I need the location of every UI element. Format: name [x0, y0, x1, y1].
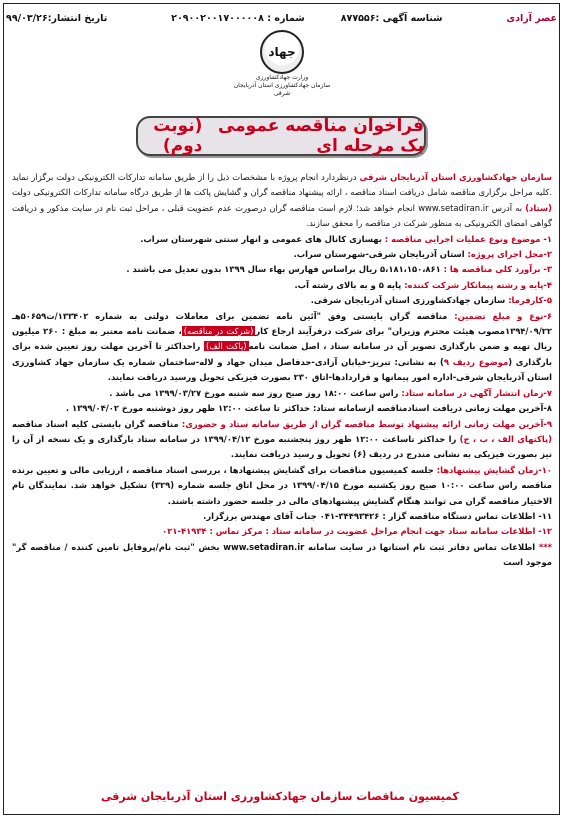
jahad-emblem-icon — [260, 30, 304, 74]
item-3-label: ۳- برآورد کلی مناقصه ها : — [443, 264, 552, 275]
item-10-text: جلسه کمیسیون مناقصات برای گشایش پیشنهادها ، بررسی اسناد مناقصه ، ارزیابی مالی و تعیین برنده مناقصه راس ساعت ۱۰:۰۰ صبح روز یکشنبه مورخ ۱۳۹۹/۰۴/۱۵ در محل اتاق جلسه شماره (۳۲۹) تشکیل خواهد شد. نمایندگان تام الاختیار مناقصه گران می توانند هنگام گشایش پیشنهادهای مالی در جلسه حضور داشته باشند. — [12, 464, 552, 506]
item-9-label: ۹-آخرین مهلت زمانی ارائه پیشنهاد توسط مناقصه گران از طریق سامانه ستاد و حضوری: — [181, 418, 552, 429]
item-6-text-4: ) به نشانی: تبریز-خیابان آزادی-حدفاصل میدان جهاد و لاله-ساختمان شماره یک سازمان جهاد کشاورزی استان آذربایجان شرقی-اداره امور پیمانها و قراردادها-اتاق ۲۳۰ بصورت فیزیکی تحویل ورسید دریافت نمایند. — [12, 356, 552, 383]
intro-text-2: به آدرس www.setadiran.ir انجام خواهد شد؛ لازم است مناقصه گران درصورت عدم عضویت قبلی ، مراحل ثبت نام در سایت مذکور و دریافت گواهی امضای الکترونیکی به منظور شرکت در مناقصه را محقق سازند. — [12, 202, 552, 229]
item-2-label: ۲-محل اجرای پروژه: — [467, 249, 552, 260]
item-8 — [12, 401, 552, 416]
header-ids — [171, 13, 442, 24]
item-6-text-2: ، ضمانت نامه معتبر به مبلغ : ۲۶۰ میلیون ریال تهیه و ضمن بارگذاری تصویر آن در سامانه ستاد ، اصل ضمانت نامه — [12, 326, 552, 352]
publish-date: تاریخ انتشار:۹۹/۰۳/۲۶ — [6, 12, 108, 24]
item-9 — [12, 417, 552, 463]
item-6-highlight-2: (پاکت الف) — [206, 341, 247, 352]
item-12-text: ۱۲- اطلاعات سامانه ستاد جهت انجام مراحل عضویت در سامانه ستاد : مرکز تماس : ۴۱۹۳۴-۰۲۱ — [162, 526, 552, 537]
item-3 — [12, 262, 552, 277]
note-text-1: اطلاعات تماس دفاتر ثبت نام استانها در سایت سامانه — [304, 541, 539, 552]
item-5-label: ۵-کارفرما: — [508, 295, 552, 306]
note-text-2: بخش "ثبت نام/پروفایل تامین کننده / مناقصه گر" موجود است — [12, 541, 552, 568]
item-9-text-1: مناقصه گران بایستی کلیه اسناد مناقصه — [12, 418, 182, 429]
item-1 — [12, 232, 552, 247]
item-6-highlight-1: (شرکت در مناقصه) — [183, 326, 254, 337]
item-8-text: ۸-آخرین مهلت زمانی دریافت اسنادمناقصه ازسامانه ستاد: حداکثر تا ساعت ۱۲:۰۰ ظهر روز دوشنبه مورخ ۱۳۹۹/۰۴/۰۲ . — [65, 403, 552, 414]
item-6-text-1: مناقصه گران بایستی وفق "آئین نامه تضمین برای معاملات دولتی به شماره ۱۳۳۴۰۲/ت۵۰۶۵۹هـ ۱۳۹۴/۰۹/۲۲مصوب هیئت محترم وزیران" برای شرکت درفرآیند ارجاع کار — [12, 310, 552, 337]
item-7-label: ۷-زمان انتشار آگهی در سامانه ستاد: — [401, 387, 552, 398]
item-2-text: استان آذربایجان شرقی-شهرستان سراب. — [293, 249, 468, 260]
item-6-highlight-3: موضوع ردیف ۹ — [443, 356, 509, 367]
intro-org: سازمان جهادکشاورزی استان آذربایجان شرقی — [359, 172, 552, 182]
ad-header — [6, 8, 557, 28]
item-4-text: پایه ۵ و به بالای رشته آب. — [294, 279, 405, 290]
logo-caption-1: وزارت جهادکشاورزی — [255, 74, 309, 81]
ad-body — [12, 170, 552, 571]
ministry-logo — [232, 30, 332, 96]
tender-title — [136, 116, 426, 156]
item-4-label: ۴-پایه و رشته پیمانکار شرکت کننده: — [404, 279, 552, 290]
item-10-label: ۱۰-زمان گشایش پیشنهادها: — [436, 464, 552, 475]
ad-number: شماره : ۲۰۹۰۰۲۰۰۱۷۰۰۰۰۰۸ — [171, 12, 305, 24]
item-2 — [12, 247, 552, 262]
item-9-highlight: (پاکتهای الف ، ب ، ج) — [459, 433, 553, 444]
note-link[interactable]: www.setadiran.ir — [223, 541, 305, 552]
item-6-text-3: راحداکثر تا آخرین مهلت روز تعیین شده برای بارگذاری ( — [12, 341, 552, 367]
item-4 — [12, 278, 552, 293]
title-round: (نوبت دوم) — [153, 116, 203, 156]
item-10 — [12, 463, 552, 509]
item-12 — [12, 524, 552, 539]
item-7 — [12, 386, 552, 401]
item-1-text: بهسازی کانال های عمومی و انهار سنتی شهرستان سراب. — [140, 233, 385, 244]
signature: کمیسیون مناقصات سازمان جهادکشاورزی استان آذربایجان شرقی — [101, 790, 459, 803]
item-6-label: ۶-نوع و مبلغ تضمین: — [454, 310, 552, 321]
item-7-text: راس ساعت ۱۸:۰۰ روز صبح روز سه شنبه مورخ ۱۳۹۹/۰۳/۲۷ می باشد . — [109, 387, 402, 398]
ad-id: شناسه آگهی :۸۷۷۵۵۶ — [340, 12, 443, 24]
emblem-text: جهاد — [268, 45, 296, 59]
item-5 — [12, 293, 552, 308]
note-stars: *** — [538, 541, 553, 552]
item-11 — [12, 509, 552, 524]
item-5-text: سازمان جهادکشاورزی استان آذربایجان شرقی. — [310, 295, 509, 306]
item-9-text-2: را حداکثر تاساعت ۱۲:۰۰ ظهر روز پنجشنبه مورخ ۱۳۹۹/۰۴/۱۲ در سامانه ستاد بارگذاری و یک نسخه از آن را نیز بصورت فیزیکی به نشانی مندرج در ردیف (۶) تحویل و رسید دریافت نمایند. — [12, 433, 552, 460]
item-11-text: ۱۱- اطلاعات تماس دستگاه مناقصه گزار : ۳۴۴۹۳۴۲۶-۰۴۱ جناب آقای مهندس برزگزار. — [203, 510, 552, 521]
item-3-text: ۵،۱۸۱،۱۵۰،۸۶۱ ریال براساس فهارس بهاء سال ۱۳۹۹ بدون تعدیل می باشند . — [126, 264, 444, 275]
newspaper-name: عصر آزادی — [506, 12, 557, 24]
intro-paragraph — [12, 170, 552, 232]
item-6 — [12, 309, 552, 386]
logo-caption-2: سازمان جهادکشاورزی استان آذربایجان شرقی — [233, 82, 331, 97]
item-1-label: ۱- موضوع ونوع عملیات اجرایی مناقصه : — [384, 233, 552, 244]
intro-text-1: درنظردارد انجام پروژه با مشخصات ذیل را از طریق سامانه تدارکات الکترونیکی دولت برگزار نماید .کلیه مراحل برگزاری مناقصه شامل دریافت اسناد مناقصه ، ارائه پیشنهاد مناقصه گران و گشایش پاکت ها از طریق درگاه سامانه تدارکات الکترونیکی دولت — [12, 172, 552, 198]
title-main: فراخوان مناقصه عمومی یک مرحله ای — [217, 116, 424, 156]
registration-note — [12, 540, 552, 571]
intro-setad: (ستاد) — [525, 202, 552, 213]
